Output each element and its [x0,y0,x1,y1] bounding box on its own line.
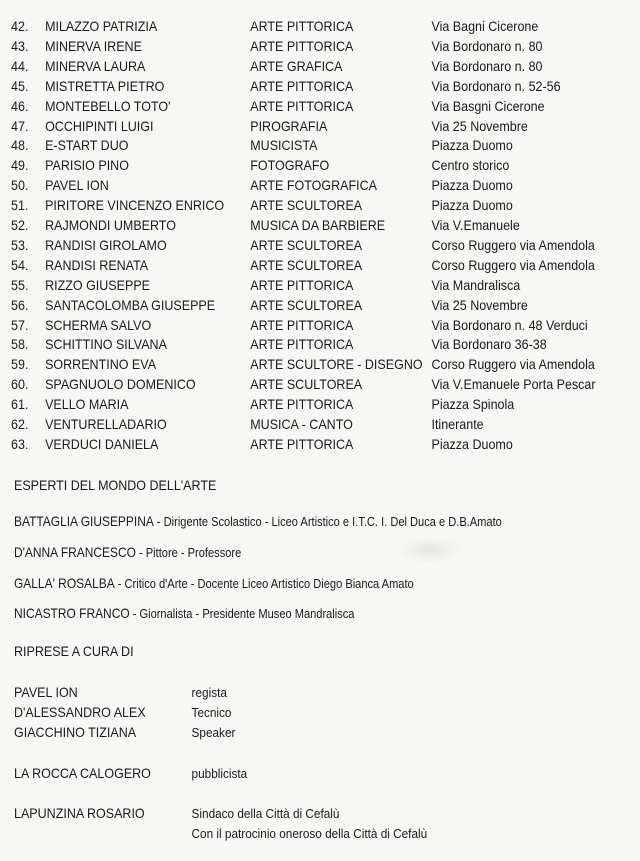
artist-number: 63. [11,436,29,452]
artist-row [0,176,589,196]
artist-number: 57. [11,317,29,333]
artist-number: 55. [11,277,29,293]
credit-entry [14,764,584,784]
artist-discipline: ARTE PITTORICA [250,78,354,94]
credit-entry [14,824,584,844]
credit-role: Tecnico [191,705,232,720]
artist-location: Via V.Emanuele Porta Pescar [431,377,596,393]
artist-discipline: ARTE FOTOGRAFICA [250,178,377,194]
artist-discipline: ARTE PITTORICA [250,397,354,413]
artist-location: Piazza Spinola [431,397,515,413]
artist-discipline: ARTE PITTORICA [250,436,354,452]
artist-number: 47. [11,118,29,134]
artist-name: MINERVA LAURA [45,58,146,74]
artist-discipline: ARTE SCULTORE - DISEGNO [250,357,423,373]
artist-row [0,355,595,375]
artist-discipline: ARTE SCULTOREA [250,237,363,253]
artist-number: 42. [11,19,29,34]
expert-role: - Pittore - Professore [135,546,242,560]
artist-location: Corso Ruggero via Amendola [431,257,595,273]
artist-row [0,216,589,236]
artist-row [0,57,589,77]
artist-location: Via Bordonaro n. 80 [431,58,543,74]
artist-location: Via 25 Novembre [431,118,528,134]
artist-location: Piazza Duomo [431,436,513,452]
artist-name: SORRENTINO EVA [45,357,157,373]
artist-row [0,276,589,296]
artist-discipline: ARTE PITTORICA [250,317,354,333]
artist-location: Corso Ruggero via Amendola [431,237,595,253]
artist-discipline: ARTE SCULTOREA [250,257,363,273]
artist-discipline: MUSICA - CANTO [250,417,353,432]
credit-name: GIACCHINO TIZIANA [14,725,137,740]
expert-name: D'ANNA FRANCESCO [14,545,136,560]
credit-name: LAPUNZINA ROSARIO [14,806,145,821]
artist-location: Piazza Duomo [431,138,513,154]
credit-role: Con il patrocinio oneroso della Città di Cefalù [191,826,428,841]
credit-entry [14,723,584,743]
artist-row [0,77,589,97]
artist-row [0,97,589,117]
artist-name: MISTRETTA PIETRO [45,78,165,94]
artist-number: 45. [11,78,29,94]
artist-number: 52. [11,218,29,233]
artist-name: OCCHIPINTI LUIGI [45,118,154,134]
artist-row [0,196,589,216]
artist-discipline: MUSICA DA BARBIERE [250,218,386,233]
artist-number: 61. [11,397,29,413]
artist-location: Via Bordonaro n. 52-56 [431,78,561,94]
artist-row [0,415,589,435]
artist-name: VELLO MARIA [45,397,129,413]
artist-number: 51. [11,198,29,214]
artist-location: Via Bordonaro n. 48 Verduci [431,317,588,333]
artist-number: 56. [11,297,29,313]
artist-location: Via V.Emanuele [431,218,520,233]
expert-role: - Dirigente Scolastico - Liceo Artistico e I.T.C. I. Del Duca e D.B.Amato [153,515,502,529]
artist-name: RAJMONDI UMBERTO [45,218,176,233]
credit-role: regista [191,685,227,700]
artist-row [0,17,589,37]
artist-row [0,117,589,137]
artist-name: SPAGNUOLO DOMENICO [45,377,196,393]
artist-discipline: ARTE PITTORICA [250,98,354,114]
artist-discipline: ARTE SCULTOREA [250,297,363,313]
artist-number: 59. [11,357,29,373]
paper-smudge [395,536,465,564]
artist-number: 49. [11,158,29,174]
artist-row [0,435,589,455]
credit-entry [14,703,584,723]
artist-number: 60. [11,377,29,393]
expert-entry [14,545,241,560]
artist-name: MILAZZO PATRIZIA [45,19,158,34]
experts-heading: ESPERTI DEL MONDO DELL'ARTE [14,478,217,493]
artist-row [0,136,589,156]
artist-location: Via Bagni Cicerone [431,19,539,34]
artist-number: 54. [11,257,29,273]
artist-row [0,296,589,316]
artist-name: RIZZO GIUSEPPE [45,277,151,293]
artist-name: MINERVA IRENE [45,38,142,54]
artist-row [0,316,589,336]
artist-number: 46. [11,98,29,114]
expert-role: - Critico d'Arte - Docente Liceo Artistico Diego Bianca Amato [114,577,414,591]
artist-discipline: PIROGRAFIA [250,118,328,134]
credit-entry [14,683,584,703]
artist-discipline: ARTE PITTORICA [250,19,354,34]
artist-name: PIRITORE VINCENZO ENRICO [45,198,225,214]
artist-number: 50. [11,178,29,194]
artist-location: Via Bordonaro 36-38 [431,337,547,353]
artist-discipline: MUSICISTA [250,138,318,154]
credit-entry [14,804,584,824]
artist-row [0,395,589,415]
artist-name: SCHITTINO SILVANA [45,337,167,353]
artist-row [0,236,595,256]
artist-location: Via Basgni Cicerone [431,98,545,114]
artist-name: PARISIO PINO [45,158,129,174]
artist-discipline: FOTOGRAFO [250,158,330,174]
artist-location: Piazza Duomo [431,178,513,194]
artist-number: 43. [11,38,29,54]
artist-name: PAVEL ION [45,178,109,194]
artist-name: SCHERMA SALVO [45,317,152,333]
artist-discipline: ARTE SCULTOREA [250,377,363,393]
artist-name: RANDISI RENATA [45,257,149,273]
artist-location: Via Bordonaro n. 80 [431,38,543,54]
artist-name: SANTACOLOMBA GIUSEPPE [45,297,216,313]
artist-name: E-START DUO [45,138,129,154]
artist-number: 58. [11,337,29,353]
artist-number: 44. [11,58,29,74]
credit-role: Sindaco della Città di Cefalù [191,806,340,821]
credit-name: PAVEL ION [14,685,78,700]
artist-name: VENTURELLADARIO [45,417,167,432]
credit-role: pubblicista [191,766,248,781]
artist-discipline: ARTE SCULTOREA [250,198,363,214]
artist-location: Piazza Duomo [431,198,513,214]
artist-name: RANDISI GIROLAMO [45,237,167,253]
expert-name: NICASTRO FRANCO [14,606,130,621]
artist-row [0,156,589,176]
credit-name: LA ROCCA CALOGERO [14,766,151,781]
artist-row [0,37,589,57]
artist-discipline: ARTE PITTORICA [250,38,354,54]
artist-name: MONTEBELLO TOTO' [45,98,171,114]
expert-name: GALLA' ROSALBA [14,576,115,591]
artist-row [0,335,589,355]
artist-discipline: ARTE GRAFICA [250,58,343,74]
expert-entry [14,606,354,621]
expert-entry [14,514,502,529]
artist-location: Via Mandralisca [431,277,521,293]
artist-discipline: ARTE PITTORICA [250,337,354,353]
credit-name: D'ALESSANDRO ALEX [14,705,146,720]
expert-name: BATTAGLIA GIUSEPPINA [14,514,154,529]
artist-number: 48. [11,138,29,154]
artist-location: Via 25 Novembre [431,297,528,313]
credits-heading: RIPRESE A CURA DI [14,644,134,659]
artist-name: VERDUCI DANIELA [45,436,159,452]
expert-role: - Giornalista - Presidente Museo Mandralisca [129,607,355,621]
artist-location: Corso Ruggero via Amendola [431,357,595,373]
artist-location: Itinerante [431,417,484,432]
artist-discipline: ARTE PITTORICA [250,277,354,293]
credit-role: Speaker [191,725,236,740]
artist-row [0,375,596,395]
expert-entry [14,576,414,591]
artist-location: Centro storico [431,158,510,174]
artist-number: 62. [11,417,29,432]
artist-number: 53. [11,237,29,253]
artist-row [0,256,595,276]
